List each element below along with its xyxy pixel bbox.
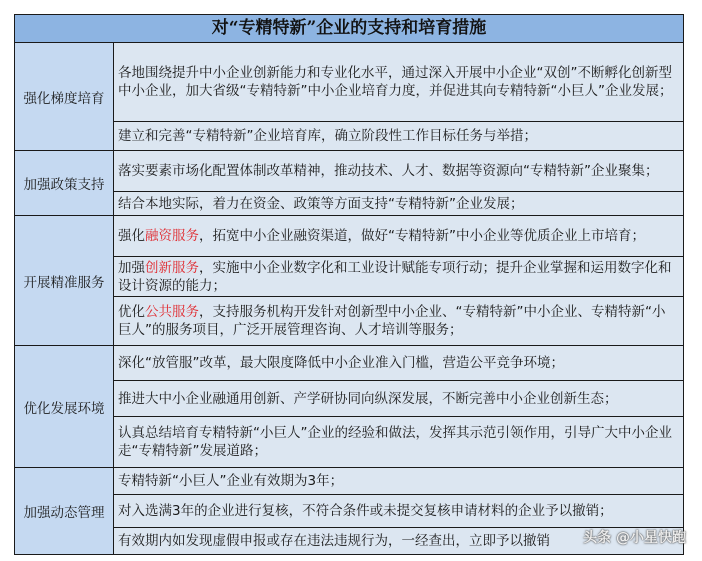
measure-item: 各地围绕提升中小企业创新能力和专业化水平，通过深入开展中小企业“双创”不断孵化创新型中小企业，加大省级“专精特新”中小企业培育力度，并促进其向专精特新“小巨人”企业发展； [114, 43, 683, 122]
highlight-public: 公共服务 [145, 304, 199, 320]
category-cell: 优化发展环境 [15, 346, 114, 467]
group-policy-support [15, 151, 683, 216]
measure-item: 专精特新“小巨人”企业有效期为3年； [114, 468, 683, 495]
measure-item: 深化“放管服”改革，最大限度降低中小企业准入门槛，营造公平竞争环境； [114, 346, 683, 381]
highlight-financing: 融资服务 [145, 228, 199, 244]
category-cell: 开展精准服务 [15, 216, 114, 345]
group-environment [15, 346, 683, 468]
measures-table [14, 14, 684, 555]
table-title: 对“专精特新”企业的支持和培育措施 [15, 15, 683, 43]
measure-item: 优化公共服务，支持服务机构开发针对创新型中小企业、“专精特新”中小企业、专精特新“小巨人”的服务项目，广泛开展管理咨询、人才培训等服务； [118, 304, 666, 338]
measure-item: 对入选满3年的企业进行复核，不符合条件或未提交复核申请材料的企业予以撤销； [114, 495, 683, 528]
category-cell: 加强动态管理 [15, 468, 114, 554]
watermark: 头条 @小星快跑 [583, 530, 686, 546]
measure-item: 推进大中小企业融通用创新、产学研协同向纵深发展，不断完善中小企业创新生态； [114, 381, 683, 417]
measure-item: 结合本地实际，着力在资金、政策等方面支持“专精特新”企业发展； [118, 195, 524, 212]
highlight-innovation: 创新服务 [145, 259, 199, 276]
group-gradient-cultivation [15, 43, 683, 151]
measure-item: 建立和完善“专精特新”企业培育库，确立阶段性工作目标任务与举措； [118, 128, 537, 144]
category-cell: 加强政策支持 [15, 151, 114, 215]
group-precise-services [15, 216, 683, 346]
measure-item: 强化融资服务，拓宽中小企业融资渠道，做好“专精特新”中小企业等优质企业上市培育； [114, 216, 683, 257]
measure-item: 有效期内如发现虚假申报或存在违法违规行为，一经查出，立即予以撤销 [118, 533, 550, 549]
measure-item: 落实要素市场化配置体制改革精神，推动技术、人才、数据等资源向“专精特新”企业聚集； [114, 151, 683, 192]
measure-item: 认真总结培育专精特新“小巨人”企业的经验和做法，发挥其示范引领作用，引导广大中小企业走“专精特新”发展道路； [118, 425, 672, 459]
category-cell: 强化梯度培育 [15, 43, 114, 150]
measure-item: 加强创新服务，实施中小企业数字化和工业设计赋能专项行动；提升企业掌握和运用数字化和设计资源的能力； [114, 257, 683, 297]
